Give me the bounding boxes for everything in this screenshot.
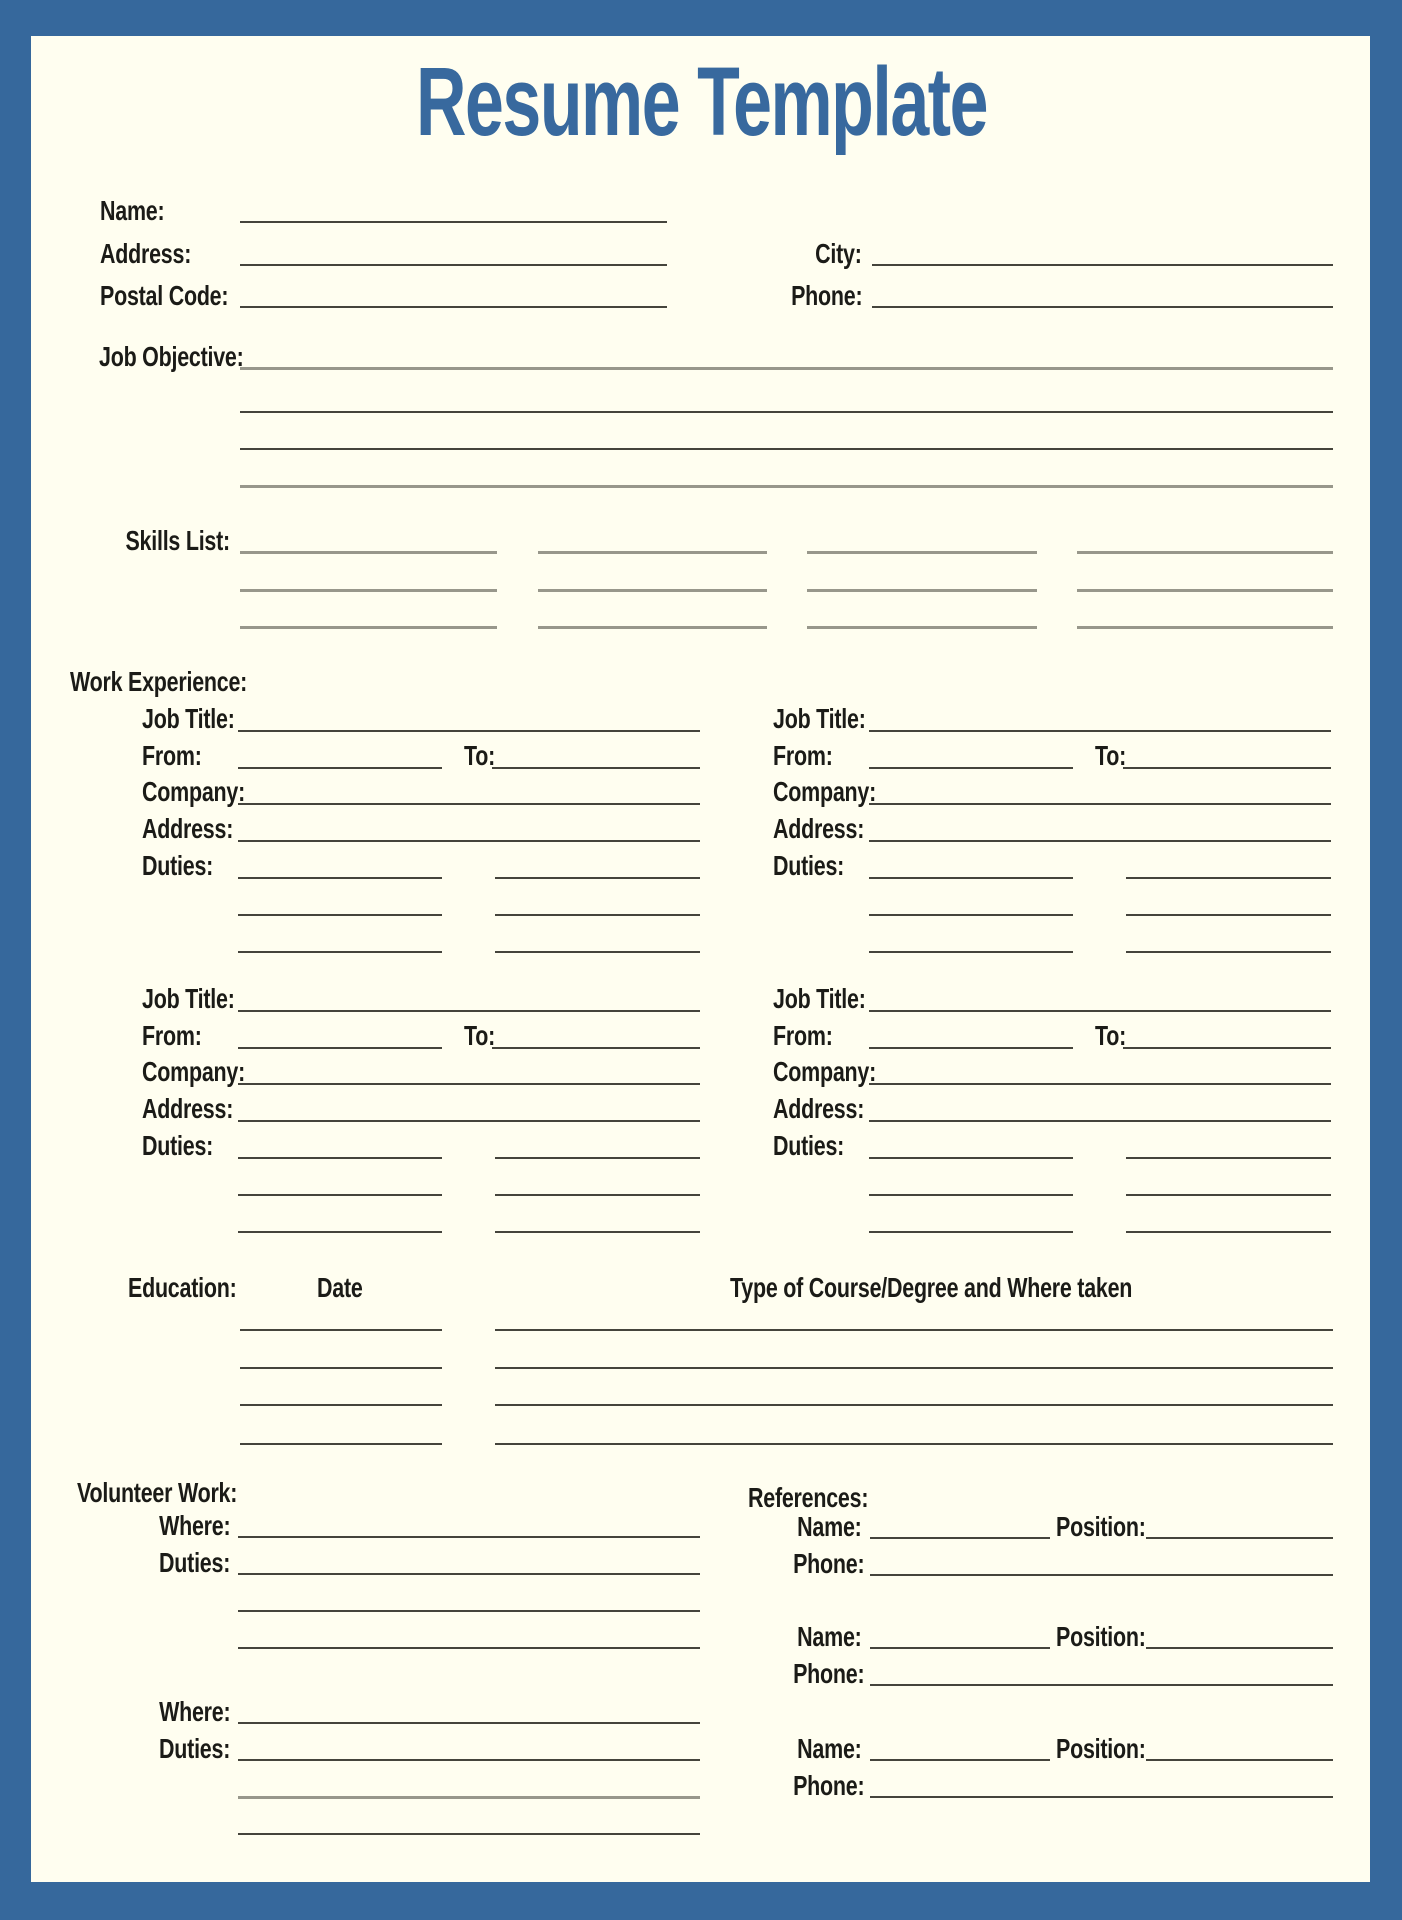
skill-field-line[interactable] bbox=[807, 551, 1037, 554]
skill-field-line[interactable] bbox=[1077, 589, 1333, 592]
to-field-line[interactable] bbox=[1123, 767, 1331, 769]
to-label: To: bbox=[464, 1020, 496, 1051]
duties-field-line[interactable] bbox=[1126, 1157, 1331, 1159]
job-title-field-line[interactable] bbox=[869, 730, 1331, 732]
education-date-field-line[interactable] bbox=[240, 1443, 442, 1445]
address-field-line[interactable] bbox=[869, 1120, 1331, 1122]
reference-position-field-line[interactable] bbox=[1146, 1647, 1333, 1649]
job-title-label: Job Title: bbox=[142, 703, 235, 734]
volunteer-duties-label: Duties: bbox=[158, 1547, 230, 1578]
reference-name-field-line[interactable] bbox=[870, 1537, 1050, 1539]
city-field-line[interactable] bbox=[872, 264, 1333, 266]
reference-position-field-line[interactable] bbox=[1146, 1537, 1333, 1539]
duties-field-line[interactable] bbox=[495, 1194, 700, 1196]
reference-phone-field-line[interactable] bbox=[870, 1684, 1333, 1686]
volunteer-duties-field-line[interactable] bbox=[238, 1647, 700, 1649]
education-date-field-line[interactable] bbox=[240, 1404, 442, 1406]
reference-name-label: Name: bbox=[797, 1511, 862, 1542]
job-entry bbox=[773, 704, 1333, 956]
from-field-line[interactable] bbox=[238, 767, 442, 769]
job-objective-field-line[interactable] bbox=[240, 448, 1333, 450]
job-entry bbox=[142, 704, 702, 956]
job-entry bbox=[773, 984, 1333, 1236]
duties-field-line[interactable] bbox=[1126, 1194, 1331, 1196]
duties-field-line[interactable] bbox=[869, 1231, 1073, 1233]
duties-field-line[interactable] bbox=[869, 1194, 1073, 1196]
duties-label: Duties: bbox=[142, 850, 214, 881]
company-field-line[interactable] bbox=[238, 1083, 700, 1085]
postal-code-label: Postal Code: bbox=[100, 280, 229, 311]
reference-phone-label: Phone: bbox=[792, 1658, 864, 1689]
duties-field-line[interactable] bbox=[1126, 951, 1331, 953]
duties-field-line[interactable] bbox=[1126, 914, 1331, 916]
reference-phone-field-line[interactable] bbox=[870, 1796, 1333, 1798]
duties-field-line[interactable] bbox=[495, 914, 700, 916]
duties-field-line[interactable] bbox=[238, 1157, 442, 1159]
duties-label: Duties: bbox=[142, 1130, 214, 1161]
reference-position-field-line[interactable] bbox=[1146, 1759, 1333, 1761]
address-label: Address: bbox=[773, 1093, 865, 1124]
volunteer-where-field-line[interactable] bbox=[238, 1536, 700, 1538]
address-label: Address: bbox=[142, 1093, 234, 1124]
volunteer-duties-label: Duties: bbox=[158, 1733, 230, 1764]
volunteer-duties-field-line[interactable] bbox=[238, 1833, 700, 1835]
duties-field-line[interactable] bbox=[238, 1194, 442, 1196]
reference-name-label: Name: bbox=[797, 1621, 862, 1652]
volunteer-work-label: Volunteer Work: bbox=[77, 1477, 238, 1508]
reference-phone-field-line[interactable] bbox=[870, 1574, 1333, 1576]
job-title-label: Job Title: bbox=[773, 983, 866, 1014]
skill-field-line[interactable] bbox=[538, 589, 767, 592]
phone-label: Phone: bbox=[790, 280, 862, 311]
education-course-field-line[interactable] bbox=[495, 1404, 1333, 1406]
job-objective-label: Job Objective: bbox=[99, 341, 244, 372]
page-title-text: Resume Template bbox=[415, 47, 987, 156]
duties-field-line[interactable] bbox=[869, 951, 1073, 953]
company-label: Company: bbox=[142, 1056, 246, 1087]
reference-phone-label: Phone: bbox=[792, 1770, 864, 1801]
company-field-line[interactable] bbox=[238, 803, 700, 805]
duties-field-line[interactable] bbox=[1126, 877, 1331, 879]
duties-field-line[interactable] bbox=[238, 1231, 442, 1233]
volunteer-where-field-line[interactable] bbox=[238, 1722, 700, 1724]
address-field-line[interactable] bbox=[240, 264, 667, 266]
education-course-field-line[interactable] bbox=[495, 1443, 1333, 1445]
skill-field-line[interactable] bbox=[240, 589, 497, 592]
address-field-line[interactable] bbox=[238, 840, 700, 842]
job-title-field-line[interactable] bbox=[869, 1010, 1331, 1012]
job-title-label: Job Title: bbox=[142, 983, 235, 1014]
postal-code-field-line[interactable] bbox=[240, 306, 667, 308]
company-field-line[interactable] bbox=[869, 1083, 1331, 1085]
city-label: City: bbox=[815, 238, 862, 269]
education-date-header: Date bbox=[317, 1272, 363, 1303]
to-field-line[interactable] bbox=[492, 1047, 700, 1049]
job-objective-field-line[interactable] bbox=[240, 411, 1333, 413]
reference-phone-label: Phone: bbox=[792, 1548, 864, 1579]
address-label: Address: bbox=[142, 813, 234, 844]
references-label: References: bbox=[748, 1482, 869, 1513]
duties-field-line[interactable] bbox=[495, 951, 700, 953]
education-course-field-line[interactable] bbox=[495, 1367, 1333, 1369]
skill-field-line[interactable] bbox=[807, 589, 1037, 592]
page-title bbox=[0, 47, 1402, 156]
skill-field-line[interactable] bbox=[538, 551, 767, 554]
duties-field-line[interactable] bbox=[869, 1157, 1073, 1159]
duties-field-line[interactable] bbox=[869, 914, 1073, 916]
job-objective-field-line[interactable] bbox=[240, 367, 1333, 370]
to-label: To: bbox=[1095, 740, 1127, 771]
volunteer-duties-field-line[interactable] bbox=[238, 1796, 700, 1799]
duties-field-line[interactable] bbox=[238, 877, 442, 879]
reference-name-field-line[interactable] bbox=[870, 1647, 1050, 1649]
paper-background bbox=[31, 36, 1370, 1882]
company-field-line[interactable] bbox=[869, 803, 1331, 805]
to-label: To: bbox=[464, 740, 496, 771]
to-label: To: bbox=[1095, 1020, 1127, 1051]
education-date-field-line[interactable] bbox=[240, 1367, 442, 1369]
reference-position-label: Position: bbox=[1056, 1621, 1146, 1652]
skill-field-line[interactable] bbox=[1077, 626, 1333, 629]
address-label: Address: bbox=[100, 238, 192, 269]
skill-field-line[interactable] bbox=[538, 626, 767, 629]
job-objective-field-line[interactable] bbox=[240, 485, 1333, 488]
education-label: Education: bbox=[128, 1272, 237, 1303]
duties-field-line[interactable] bbox=[238, 914, 442, 916]
skill-field-line[interactable] bbox=[1077, 551, 1333, 554]
reference-name-label: Name: bbox=[797, 1733, 862, 1764]
address-field-line[interactable] bbox=[869, 840, 1331, 842]
skills-list-label: Skills List: bbox=[125, 525, 230, 556]
volunteer-duties-field-line[interactable] bbox=[238, 1759, 700, 1761]
from-field-line[interactable] bbox=[869, 767, 1073, 769]
address-label: Address: bbox=[773, 813, 865, 844]
name-field-line[interactable] bbox=[240, 221, 667, 223]
duties-field-line[interactable] bbox=[495, 1231, 700, 1233]
to-field-line[interactable] bbox=[1123, 1047, 1331, 1049]
reference-name-field-line[interactable] bbox=[870, 1759, 1050, 1761]
duties-label: Duties: bbox=[773, 1130, 845, 1161]
from-label: From: bbox=[142, 740, 202, 771]
education-course-field-line[interactable] bbox=[495, 1329, 1333, 1331]
skill-field-line[interactable] bbox=[240, 626, 497, 629]
reference-position-label: Position: bbox=[1056, 1511, 1146, 1542]
volunteer-where-label: Where: bbox=[158, 1696, 230, 1727]
skill-field-line[interactable] bbox=[240, 551, 497, 554]
from-label: From: bbox=[142, 1020, 202, 1051]
volunteer-duties-field-line[interactable] bbox=[238, 1610, 700, 1612]
job-title-field-line[interactable] bbox=[238, 730, 700, 732]
to-field-line[interactable] bbox=[492, 767, 700, 769]
from-field-line[interactable] bbox=[238, 1047, 442, 1049]
duties-field-line[interactable] bbox=[1126, 1231, 1331, 1233]
duties-field-line[interactable] bbox=[495, 1157, 700, 1159]
duties-label: Duties: bbox=[773, 850, 845, 881]
company-label: Company: bbox=[773, 1056, 877, 1087]
education-date-field-line[interactable] bbox=[240, 1329, 442, 1331]
job-title-label: Job Title: bbox=[773, 703, 866, 734]
skill-field-line[interactable] bbox=[807, 626, 1037, 629]
duties-field-line[interactable] bbox=[238, 951, 442, 953]
duties-field-line[interactable] bbox=[495, 877, 700, 879]
company-label: Company: bbox=[142, 776, 246, 807]
volunteer-where-label: Where: bbox=[158, 1510, 230, 1541]
work-experience-label: Work Experience: bbox=[70, 666, 248, 697]
name-label: Name: bbox=[100, 195, 165, 226]
from-field-line[interactable] bbox=[869, 1047, 1073, 1049]
phone-field-line[interactable] bbox=[872, 306, 1333, 308]
volunteer-duties-field-line[interactable] bbox=[238, 1573, 700, 1575]
reference-position-label: Position: bbox=[1056, 1733, 1146, 1764]
job-entry bbox=[142, 984, 702, 1236]
duties-field-line[interactable] bbox=[869, 877, 1073, 879]
from-label: From: bbox=[773, 1020, 833, 1051]
job-title-field-line[interactable] bbox=[238, 1010, 700, 1012]
from-label: From: bbox=[773, 740, 833, 771]
education-course-header: Type of Course/Degree and Where taken bbox=[730, 1272, 1133, 1303]
company-label: Company: bbox=[773, 776, 877, 807]
address-field-line[interactable] bbox=[238, 1120, 700, 1122]
